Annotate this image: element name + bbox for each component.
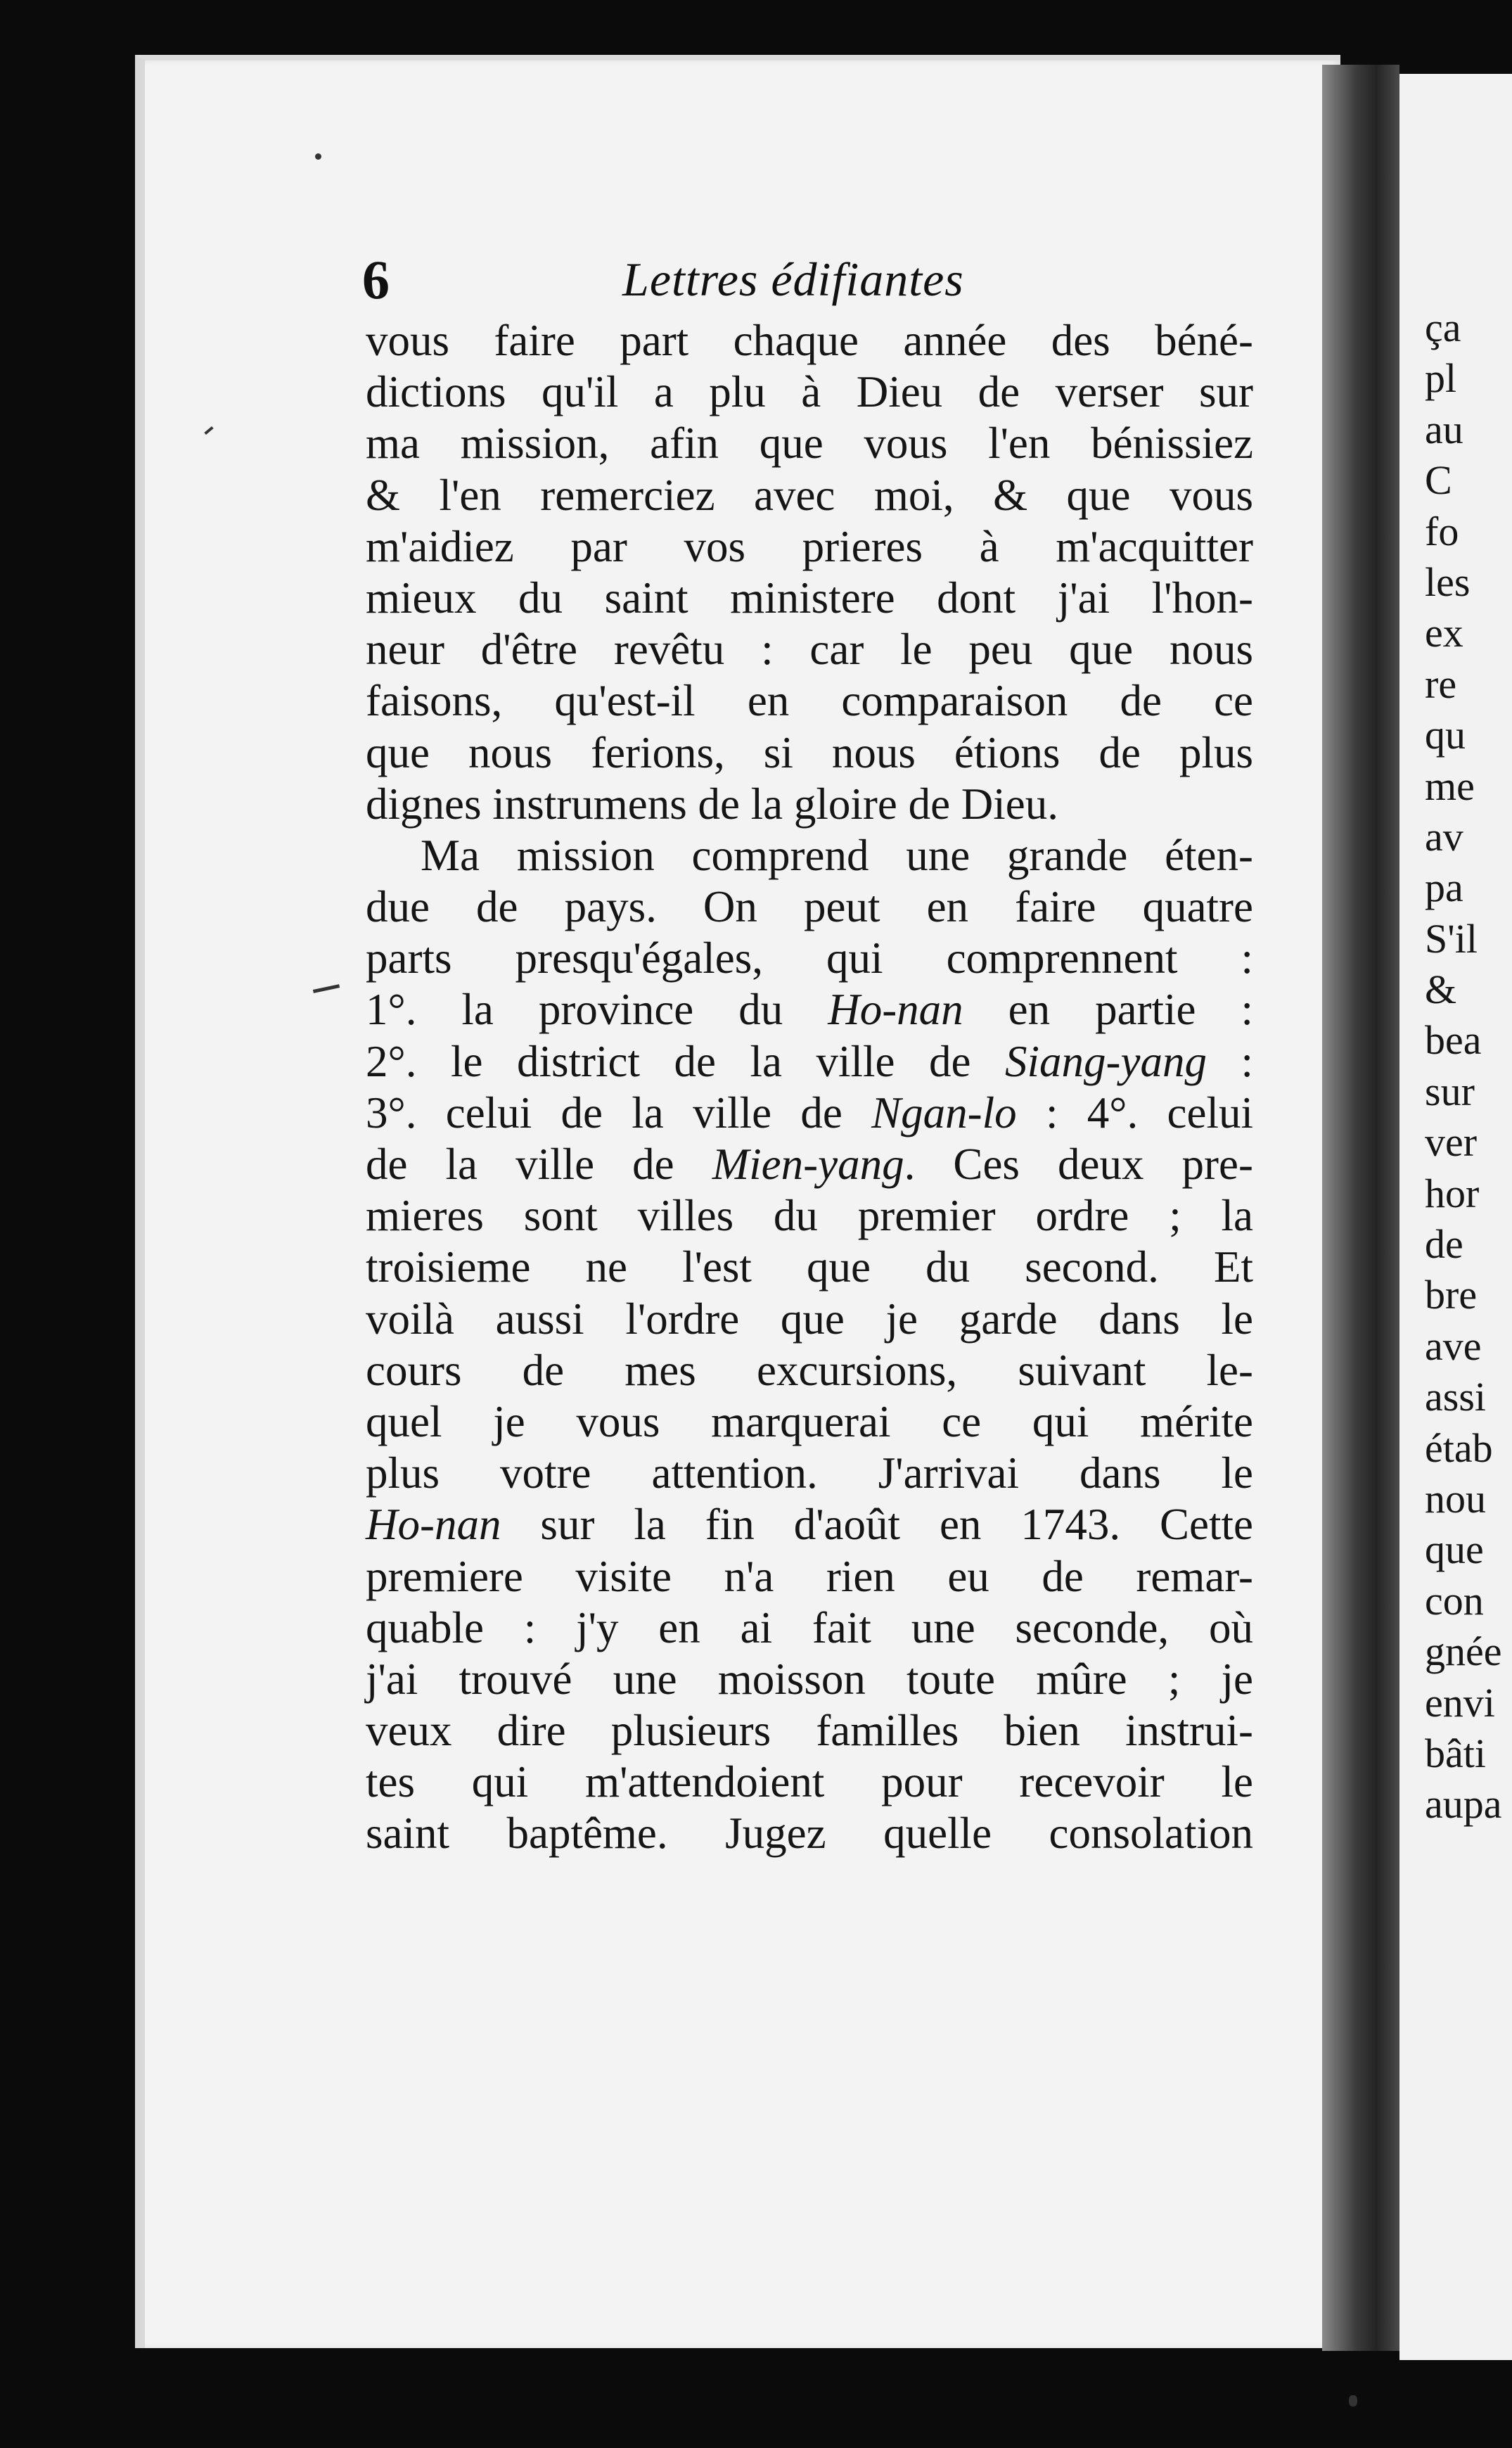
body-text — [366, 315, 1253, 1860]
text-line: quable : j'y en ai fait une seconde, où — [366, 1602, 1253, 1652]
text-span: . Ces deux pre- — [904, 1140, 1253, 1189]
text-span: de la ville de — [366, 1140, 712, 1189]
fragment: C — [1425, 457, 1452, 504]
margin-mark — [315, 153, 321, 160]
fragment: qu — [1425, 712, 1466, 758]
text-span: 3°. celui de la ville de — [366, 1088, 872, 1137]
text-line: cours de mes excursions, suivant le- — [366, 1345, 1253, 1395]
fragment: me — [1425, 763, 1475, 809]
text-span: : — [1206, 1036, 1253, 1086]
text-line — [366, 1499, 1253, 1550]
text-line: mieres sont villes du premier ordre ; la — [366, 1191, 1253, 1241]
text-span: en partie : — [963, 985, 1253, 1035]
text-line: dictions qu'il a plu à Dieu de verser sur — [366, 367, 1253, 417]
text-line: premiere visite n'a rien eu de remar- — [366, 1551, 1253, 1601]
place-name: Mien-yang — [712, 1140, 904, 1189]
fragment: pa — [1425, 865, 1463, 911]
text-line: Ma mission comprend une grande éten- — [421, 830, 1253, 880]
fragment: bre — [1425, 1272, 1478, 1318]
place-name: Siang-yang — [1005, 1036, 1207, 1086]
text-line: j'ai trouvé une moisson toute mûre ; je — [366, 1654, 1253, 1704]
text-line: quel je vous marquerai ce qui mérite — [366, 1396, 1253, 1446]
text-line: que nous ferions, si nous étions de plus — [366, 727, 1253, 777]
text-line — [366, 1088, 1253, 1139]
text-line: vous faire part chaque année des béné- — [366, 316, 1253, 365]
fragment: con — [1425, 1577, 1484, 1624]
fragment: ver — [1425, 1119, 1478, 1166]
text-line: neur d'être revêtu : car le peu que nous — [366, 625, 1253, 675]
text-span: : 4°. celui — [1016, 1088, 1253, 1137]
page-header — [362, 246, 1213, 313]
text-line: due de pays. On peut en faire quatre — [366, 882, 1253, 932]
fragment: aupa — [1425, 1781, 1502, 1828]
fragment: bea — [1425, 1017, 1482, 1064]
fragment: sur — [1425, 1068, 1475, 1114]
running-title: Lettres édifiantes — [622, 253, 964, 306]
place-name: Ho-nan — [366, 1500, 501, 1550]
fragment: nou — [1425, 1475, 1486, 1522]
text-line: parts presqu'égales, qui comprennent : — [366, 933, 1253, 983]
fragment: av — [1425, 813, 1463, 860]
fragment: envi — [1425, 1679, 1495, 1726]
text-line: mieux du saint ministere dont j'ai l'hon- — [366, 573, 1253, 623]
text-line: veux dire plusieurs familles bien instrui- — [366, 1706, 1253, 1756]
fragment: ex — [1425, 610, 1463, 656]
fragment: hor — [1425, 1170, 1480, 1216]
fragment: fo — [1425, 508, 1459, 554]
fragment: ça — [1425, 305, 1461, 350]
fragment: gnée — [1425, 1628, 1502, 1675]
text-line: m'aidiez par vos prieres à m'acquitter — [366, 521, 1253, 571]
place-name: Ngan-lo — [871, 1088, 1017, 1137]
fragment: au — [1425, 406, 1463, 452]
fragment: étab — [1425, 1424, 1493, 1471]
text-line: tes qui m'attendoient pour recevoir le — [366, 1757, 1253, 1807]
text-line: & l'en remerciez avec moi, & que vous — [366, 470, 1253, 520]
text-line: faisons, qu'est-il en comparaison de ce — [366, 676, 1253, 726]
text-span: 1°. la province du — [366, 985, 828, 1035]
text-line: ma mission, afin que vous l'en bénissiez — [366, 419, 1253, 468]
fragment: S'il — [1425, 915, 1478, 962]
text-line — [366, 984, 1253, 1035]
place-name: Ho-nan — [828, 985, 963, 1035]
text-line — [366, 1139, 1253, 1190]
fragment: que — [1425, 1526, 1484, 1573]
fragment: assi — [1425, 1374, 1486, 1420]
text-line: plus votre attention. J'arrivai dans le — [366, 1448, 1253, 1498]
text-line: dignes instrumens de la gloire de Dieu. — [366, 779, 1059, 829]
fragment: de — [1425, 1221, 1463, 1268]
fragment: pl — [1425, 355, 1457, 402]
next-page-text — [1425, 302, 1512, 1830]
fragment: re — [1425, 661, 1457, 707]
book-gutter — [1322, 65, 1399, 2351]
fragment: les — [1425, 559, 1471, 605]
text-line: voilà aussi l'ordre que je garde dans le — [366, 1294, 1253, 1344]
text-span: sur la fin d'août en 1743. Cette — [501, 1500, 1253, 1550]
text-span: 2°. le district de la ville de — [366, 1036, 1005, 1086]
text-line: saint baptême. Jugez quelle consolation — [366, 1809, 1253, 1859]
text-line: troisieme ne l'est que du second. Et — [366, 1242, 1253, 1292]
fragment: ave — [1425, 1322, 1482, 1369]
page-number: 6 — [362, 249, 390, 310]
fragment: & — [1425, 967, 1457, 1013]
margin-mark — [1349, 2395, 1357, 2406]
fragment: bâti — [1425, 1730, 1486, 1776]
text-line — [366, 1036, 1253, 1088]
